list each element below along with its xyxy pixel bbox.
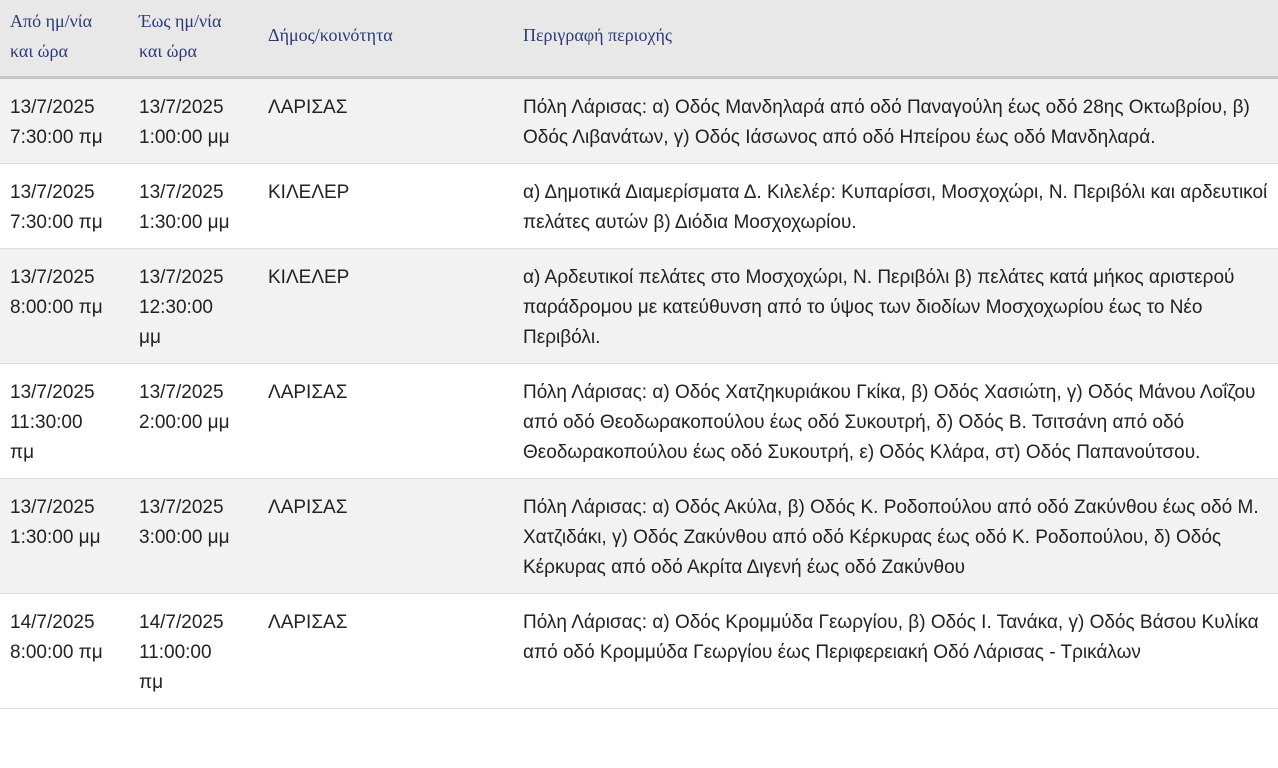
- cell-from-datetime: 13/7/2025 11:30:00 πμ: [10, 382, 95, 463]
- cell-municipality: ΛΑΡΙΣΑΣ: [268, 97, 348, 118]
- cell-from-datetime: 13/7/2025 1:30:00 μμ: [10, 497, 101, 548]
- header-row: [0, 0, 1278, 78]
- header-municipality[interactable]: Δήμος/κοινότητα: [268, 25, 393, 45]
- cell-area-description: Πόλη Λάρισας: α) Οδός Ακύλα, β) Οδός Κ. Ροδοπούλου από οδό Ζακύνθου έως οδό Μ. Χατζιδάκι, γ) Οδός Ζακύνθου από οδό Κέρκυρας έως οδό Κ. Ροδοπούλου, δ) Οδός Κέρκυρας από οδό Ακρίτα Διγενή έως οδό Ζακύνθου: [523, 497, 1259, 578]
- cell-to-datetime: 13/7/2025 12:30:00 μμ: [139, 267, 224, 348]
- header-area-description[interactable]: Περιγραφή περιοχής: [523, 25, 673, 45]
- table-row: [0, 364, 1278, 479]
- cell-municipality: ΛΑΡΙΣΑΣ: [268, 612, 348, 633]
- header-to-datetime[interactable]: Έως ημ/νία και ώρα: [139, 11, 222, 61]
- table-header: [0, 0, 1278, 78]
- table-row: [0, 164, 1278, 249]
- table-body: [0, 78, 1278, 709]
- table-row: [0, 479, 1278, 594]
- cell-from-datetime: 13/7/2025 7:30:00 πμ: [10, 182, 103, 233]
- cell-from-datetime: 13/7/2025 7:30:00 πμ: [10, 97, 103, 148]
- cell-to-datetime: 13/7/2025 1:30:00 μμ: [139, 182, 230, 233]
- table-row: [0, 78, 1278, 164]
- cell-municipality: ΛΑΡΙΣΑΣ: [268, 382, 348, 403]
- header-from-datetime[interactable]: Από ημ/νία και ώρα: [10, 11, 93, 61]
- cell-to-datetime: 14/7/2025 11:00:00 πμ: [139, 612, 224, 693]
- cell-to-datetime: 13/7/2025 1:00:00 μμ: [139, 97, 230, 148]
- table-row: [0, 249, 1278, 364]
- table-row: [0, 594, 1278, 709]
- cell-municipality: ΚΙΛΕΛΕΡ: [268, 267, 350, 288]
- cell-municipality: ΚΙΛΕΛΕΡ: [268, 182, 350, 203]
- cell-area-description: Πόλη Λάρισας: α) Οδός Μανδηλαρά από οδό Παναγούλη έως οδό 28ης Οκτωβρίου, β) Οδός Λιβανάτων, γ) Οδός Ιάσωνος από οδό Ηπείρου έως οδό Μανδηλαρά.: [523, 97, 1250, 148]
- cell-to-datetime: 13/7/2025 3:00:00 μμ: [139, 497, 230, 548]
- cell-from-datetime: 13/7/2025 8:00:00 πμ: [10, 267, 103, 318]
- cell-area-description: Πόλη Λάρισας: α) Οδός Χατζηκυριάκου Γκίκα, β) Οδός Χασιώτη, γ) Οδός Μάνου Λοΐζου από οδό Θεοδωρακοπούλου έως οδό Συκουτρή, δ) Οδός Β. Τσιτσάνη από οδό Θεοδωρακοπούλου έως οδό Συκουτρή, ε) Οδός Κλάρα, στ) Οδός Παπανούτσου.: [523, 382, 1256, 463]
- cell-area-description: α) Αρδευτικοί πελάτες στο Μοσχοχώρι, Ν. Περιβόλι β) πελάτες κατά μήκος αριστερού παράδρομου με κατεύθυνση από το ύψος των διοδίων Μοσχοχωρίου έως το Νέο Περιβόλι.: [523, 267, 1235, 348]
- cell-area-description: α) Δημοτικά Διαμερίσματα Δ. Κιλελέρ: Κυπαρίσσι, Μοσχοχώρι, Ν. Περιβόλι και αρδευτικοί πελάτες αυτών β) Διόδια Μοσχοχωρίου.: [523, 182, 1268, 233]
- cell-municipality: ΛΑΡΙΣΑΣ: [268, 497, 348, 518]
- cell-area-description: Πόλη Λάρισας: α) Οδός Κρομμύδα Γεωργίου, β) Οδός Ι. Τανάκα, γ) Οδός Βάσου Κυλίκα από οδό Κρομμύδα Γεωργίου έως Περιφερειακή Οδό Λάρισας - Τρικάλων: [523, 612, 1259, 663]
- cell-from-datetime: 14/7/2025 8:00:00 πμ: [10, 612, 103, 663]
- cell-to-datetime: 13/7/2025 2:00:00 μμ: [139, 382, 230, 433]
